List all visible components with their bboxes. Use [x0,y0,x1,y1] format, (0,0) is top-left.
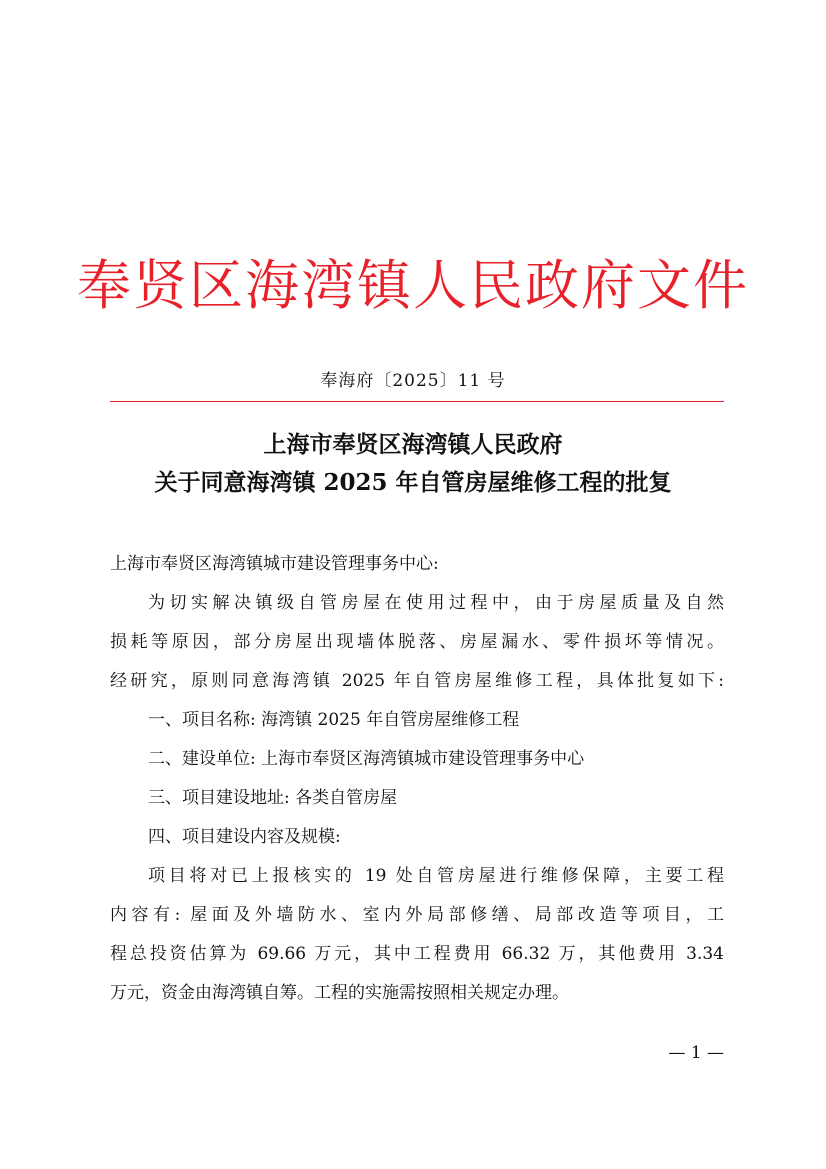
item-construction-unit: 二、建设单位: 上海市奉贤区海湾镇城市建设管理事务中心 [148,749,585,769]
page-number: — 1 — [668,1043,724,1063]
paragraph-2-line-4: 万元，资金由海湾镇自筹。工程的实施需按照相关规定办理。 [110,983,569,1003]
document-title [0,426,826,502]
paragraph-1-line-1: 为切实解决镇级自管房屋在使用过程中，由于房屋质量及自然 [148,593,724,613]
document-body [110,545,724,1013]
paragraph-2-line-3: 程总投资估算为 69.66 万元，其中工程费用 66.32 万，其他费用 3.34 [110,944,724,964]
item-project-name: 一、项目名称: 海湾镇 2025 年自管房屋维修工程 [148,710,520,730]
paragraph-2-line-2: 内容有: 屋面及外墙防水、室内外局部修缮、局部改造等项目，工 [110,905,724,925]
issuer-header: 奉贤区海湾镇人民政府文件 [77,254,749,317]
item-project-address: 三、项目建设地址: 各类自管房屋 [148,788,398,808]
red-divider [110,401,724,402]
addressee: 上海市奉贤区海湾镇城市建设管理事务中心: [110,554,439,574]
title-line-2: 关于同意海湾镇 2025 年自管房屋维修工程的批复 [154,469,672,496]
document-number: 奉海府〔2025〕11 号 [320,371,506,391]
paragraph-1-line-2: 损耗等原因，部分房屋出现墙体脱落、房屋漏水、零件损坏等情况。 [110,632,724,652]
item-content-and-scale: 四、项目建设内容及规模: [148,827,341,847]
title-line-1: 上海市奉贤区海湾镇人民政府 [263,431,563,458]
paragraph-2-line-1: 项目将对已上报核实的 19 处自管房屋进行维修保障，主要工程 [148,866,724,886]
paragraph-1-line-3: 经研究，原则同意海湾镇 2025 年自管房屋维修工程，具体批复如下: [110,671,724,691]
